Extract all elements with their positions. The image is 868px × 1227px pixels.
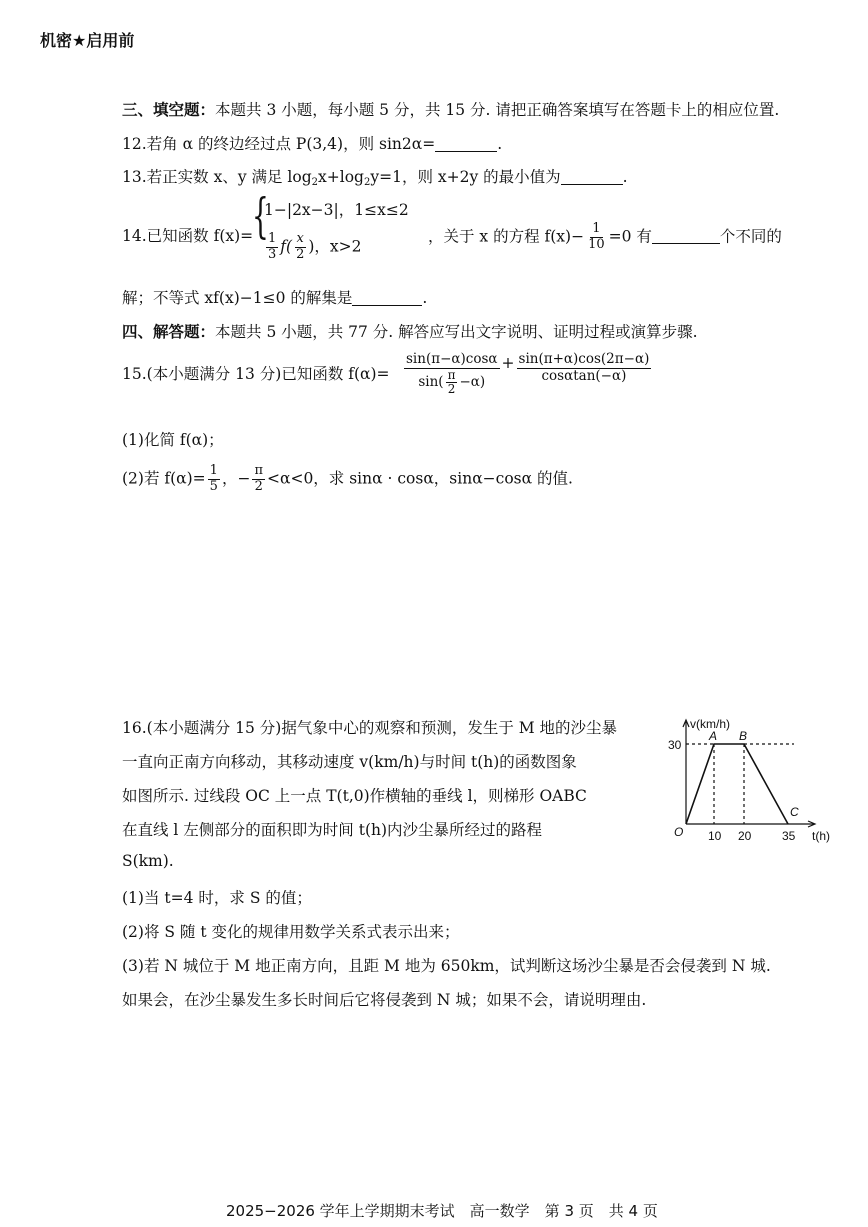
q14-case2-arg	[294, 232, 306, 263]
q15-p2-frac2	[252, 464, 265, 495]
q14-line2	[122, 286, 427, 308]
q15-f1-den-frac	[446, 369, 458, 398]
q15-p2-frac2-den: 2	[254, 478, 263, 494]
q15-number: 15.	[122, 365, 147, 383]
trapezoid-oabc	[686, 744, 788, 824]
q13-end: .	[622, 168, 628, 186]
q13-pre: 若正实数 x、y 满足 log	[146, 168, 312, 186]
q14-case2-coef-num: 1	[268, 231, 277, 246]
q14-brace: {	[252, 188, 269, 244]
q15-f1-den	[416, 369, 487, 398]
q14-case2	[264, 232, 362, 263]
q14-answer-blank-1	[652, 228, 720, 245]
q15-p2-frac2-num: π	[254, 463, 263, 478]
q15-fraction-2	[517, 352, 652, 384]
q12-end: .	[497, 135, 503, 153]
point-c-label: C	[790, 805, 799, 819]
q14-case2-arg-den: 2	[296, 246, 305, 262]
section4-line	[122, 320, 698, 342]
q16-part3-line2: 如果会，在沙尘暴发生多长时间后它将侵袭到 N 城；如果不会，请说明理由.	[122, 991, 647, 1009]
q16-line1	[122, 716, 617, 738]
y-axis-label: v(km/h)	[690, 717, 730, 731]
q16-line5: S(km).	[122, 852, 174, 870]
velocity-time-graph	[662, 712, 842, 850]
point-b-label: B	[739, 729, 748, 743]
q13-mid1: x+log	[318, 168, 364, 186]
q15-f2-den: cosαtan(−α)	[541, 367, 627, 384]
q16-line2: 一直向正南方向移动，其移动速度 v(km/h)与时间 t(h)的函数图象	[122, 753, 577, 771]
q14-pre: 已知函数 f(x)=	[146, 227, 254, 245]
q12-number: 12.	[122, 135, 147, 153]
q15-part2	[122, 464, 573, 495]
q15-p2-mid: ，−	[221, 469, 251, 488]
q16-part3-line1: (3)若 N 城位于 M 地正南方向，且距 M 地为 650km，试判断这场沙尘暴是否会侵袭到 N 城.	[122, 957, 771, 975]
q16-line3: 如图所示. 过线段 OC 上一点 T(t,0)作横轴的垂线 l，则梯形 OABC	[122, 787, 587, 805]
q14-line2-text: 解；不等式 xf(x)−1≤0 的解集是	[122, 289, 353, 307]
y-tick-30: 30	[668, 738, 682, 752]
q16-score: (本小题满分 15 分)	[146, 719, 282, 737]
page-footer: 2025−2026 学年上学期期末考试 高一数学 第 3 页 共 4 页	[226, 1202, 658, 1220]
point-a-label: A	[709, 729, 718, 743]
q14-case2-rest: )，x>2	[308, 237, 362, 256]
x-tick-10: 10	[708, 829, 722, 843]
q14-case2-coef	[266, 232, 278, 263]
q14-number: 14.	[122, 227, 147, 245]
q16-line4: 在直线 l 左侧部分的面积即为时间 t(h)内沙尘暴所经过的路程	[122, 821, 543, 839]
q15-f1-den-pre: sin(	[418, 374, 444, 391]
x-tick-35: 35	[782, 829, 796, 843]
q14-case2-coef-den: 3	[268, 246, 277, 262]
section4-heading: 四、解答题：	[122, 322, 216, 341]
q15-f2-num: sin(π+α)cos(2π−α)	[518, 351, 650, 367]
q13-answer-blank	[561, 169, 623, 186]
q15-part1: (1)化简 f(α)；	[122, 431, 224, 449]
section3-heading: 三、填空题：	[122, 100, 216, 119]
q12-answer-blank	[435, 136, 497, 153]
q14-fraction	[586, 222, 607, 253]
q15-p2-frac1	[208, 464, 220, 495]
q14-prefix	[122, 224, 253, 246]
q14-frac-den: 10	[588, 236, 605, 252]
q16-number: 16.	[122, 719, 147, 737]
q13-log-base-2: 2	[363, 177, 371, 188]
q15-p2-post: <α<0，求 sinα · cosα，sinα−cosα 的值.	[267, 469, 573, 488]
section3-line	[122, 98, 779, 120]
q15-p2-frac1-num: 1	[209, 463, 218, 478]
q16-part2: (2)将 S 随 t 变化的规律用数学关系式表示出来；	[122, 923, 460, 941]
q15-formula	[402, 352, 653, 397]
x-tick-20: 20	[738, 829, 752, 843]
q14-case1: 1−|2x−3|，1≤x≤2	[264, 201, 409, 219]
q15-score: (本小题满分 13 分)	[146, 365, 282, 383]
q13-number: 13.	[122, 168, 147, 186]
section4-desc: 本题共 5 小题，共 77 分. 解答应写出文字说明、证明过程或演算步骤.	[215, 323, 698, 341]
q14-after3: 个不同的	[719, 227, 782, 246]
q13-log-base-1: 2	[311, 177, 319, 188]
question-13	[122, 165, 628, 188]
origin-label: O	[674, 825, 684, 839]
q15-p2-frac1-den: 5	[209, 478, 218, 494]
q14-frac-num: 1	[592, 221, 601, 236]
q16-part1: (1)当 t=4 时，求 S 的值；	[122, 889, 312, 907]
q14-after2: =0 有	[608, 227, 652, 246]
q15-f1-den-post: −α)	[459, 374, 486, 391]
q12-text: 若角 α 的终边经过点 P(3,4)，则 sin2α=	[146, 135, 436, 153]
q16-line1-text: 据气象中心的观察和预测，发生于 M 地的沙尘暴	[281, 719, 618, 737]
q14-end: .	[422, 289, 428, 307]
question-15	[122, 362, 390, 384]
x-axis-label: t(h)	[812, 829, 830, 843]
q15-f1-den-frac-num: π	[447, 367, 456, 382]
q14-after-text: ，关于 x 的方程 f(x)−	[428, 227, 585, 246]
q15-p2-pre: (2)若 f(α)=	[122, 469, 206, 488]
q14-case2-f: f(	[280, 237, 293, 256]
q15-f1-num: sin(π−α)cosα	[406, 351, 498, 367]
confidential-label: 机密★启用前	[40, 31, 135, 50]
section3-desc: 本题共 3 小题，每小题 5 分，共 15 分. 请把正确答案填写在答题卡上的相应位置.	[215, 101, 780, 119]
q15-fraction-1	[404, 352, 500, 397]
q13-mid2: y=1，则 x+2y 的最小值为	[370, 168, 561, 186]
q15-plus: +	[501, 353, 515, 372]
q14-answer-blank-2	[352, 290, 422, 307]
q15-pre: 已知函数 f(α)=	[281, 365, 390, 383]
q14-case2-arg-num: x	[296, 231, 304, 246]
q14-after	[428, 222, 782, 253]
question-12	[122, 132, 502, 154]
q15-f1-den-frac-den: 2	[447, 382, 456, 397]
